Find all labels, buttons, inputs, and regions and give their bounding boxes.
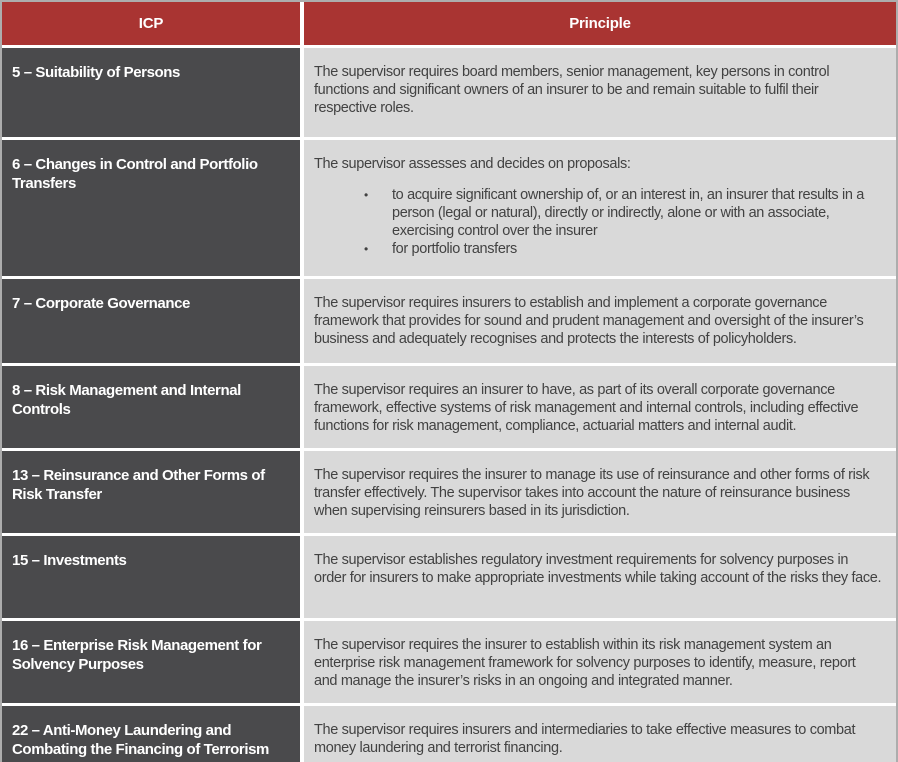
icp-cell — [2, 279, 300, 363]
principle-text: The supervisor establishes regulatory investment requirements for solvency purposes in order for insurers to make appropriate investments while taking account of the risks they face. — [314, 552, 882, 586]
icp-label: 8 – Risk Management and Internal Controls — [12, 382, 241, 418]
icp-cell — [2, 621, 300, 703]
icp-label: 5 – Suitability of Persons — [12, 64, 180, 81]
icp-cell — [2, 451, 300, 533]
icp-label: 7 – Corporate Governance — [12, 295, 190, 312]
principle-text: The supervisor requires the insurer to establish within its risk management system an enterprise risk management framework for solvency purposes to identify, measure, report and manage the insurer’s risks in an ongoing and integrated manner. — [314, 637, 856, 689]
bullet-icon: • — [364, 242, 368, 256]
icp-cell — [2, 706, 300, 762]
principle-cell — [304, 140, 896, 276]
principle-cell — [304, 451, 896, 533]
icp-label: 16 – Enterprise Risk Management for Solvency Purposes — [12, 637, 262, 673]
principle-cell — [304, 279, 896, 363]
principle-text: The supervisor requires board members, senior management, key persons in control functions and significant owners of an insurer to be and remain suitable to fulfil their respective roles. — [314, 64, 830, 116]
table-grid — [2, 2, 896, 762]
column-header-principle — [304, 2, 896, 45]
icp-cell — [2, 366, 300, 448]
principle-text: The supervisor assesses and decides on proposals: — [314, 156, 631, 172]
icp-label: 15 – Investments — [12, 552, 127, 569]
icp-label: 13 – Reinsurance and Other Forms of Risk Transfer — [12, 467, 265, 503]
principle-cell — [304, 48, 896, 137]
principle-cell — [304, 366, 896, 448]
column-header-icp — [2, 2, 300, 45]
column-header-icp-label: ICP — [138, 15, 164, 32]
icp-label: 6 – Changes in Control and Portfolio Transfers — [12, 156, 258, 192]
principle-text: The supervisor requires insurers to establish and implement a corporate governance framework that provides for sound and prudent management and oversight of the insurer’s business and adequately recognises and protects the interests of policyholders. — [314, 295, 864, 347]
principle-text: The supervisor requires an insurer to have, as part of its overall corporate governance framework, effective systems of risk management and internal controls, including effective functions for risk management, compliance, actuarial matters and internal audit. — [314, 382, 859, 434]
bullet-list — [314, 186, 882, 258]
bullet-icon: • — [364, 188, 368, 202]
icp-cell — [2, 536, 300, 618]
column-header-principle-label: Principle — [569, 15, 631, 32]
principle-cell — [304, 706, 896, 762]
icp-cell — [2, 48, 300, 137]
bullet-item — [314, 186, 882, 240]
icp-label: 22 – Anti-Money Laundering and Combating the Financing of Terrorism — [12, 722, 269, 758]
principle-cell — [304, 536, 896, 618]
principle-text: The supervisor requires insurers and intermediaries to take effective measures to combat money laundering and terrorist financing. — [314, 722, 856, 756]
principle-cell — [304, 621, 896, 703]
principle-text: The supervisor requires the insurer to manage its use of reinsurance and other forms of risk transfer effectively. The supervisor takes into account the nature of reinsurance business when supervising reinsurers based in its jurisdiction. — [314, 467, 870, 519]
icp-cell — [2, 140, 300, 276]
bullet-text: to acquire significant ownership of, or an interest in, an insurer that results in a person (legal or natural), directly or indirectly, alone or with an associate, exercising control over the insurer — [392, 187, 864, 239]
bullet-text: for portfolio transfers — [392, 241, 517, 257]
bullet-item — [314, 240, 882, 258]
